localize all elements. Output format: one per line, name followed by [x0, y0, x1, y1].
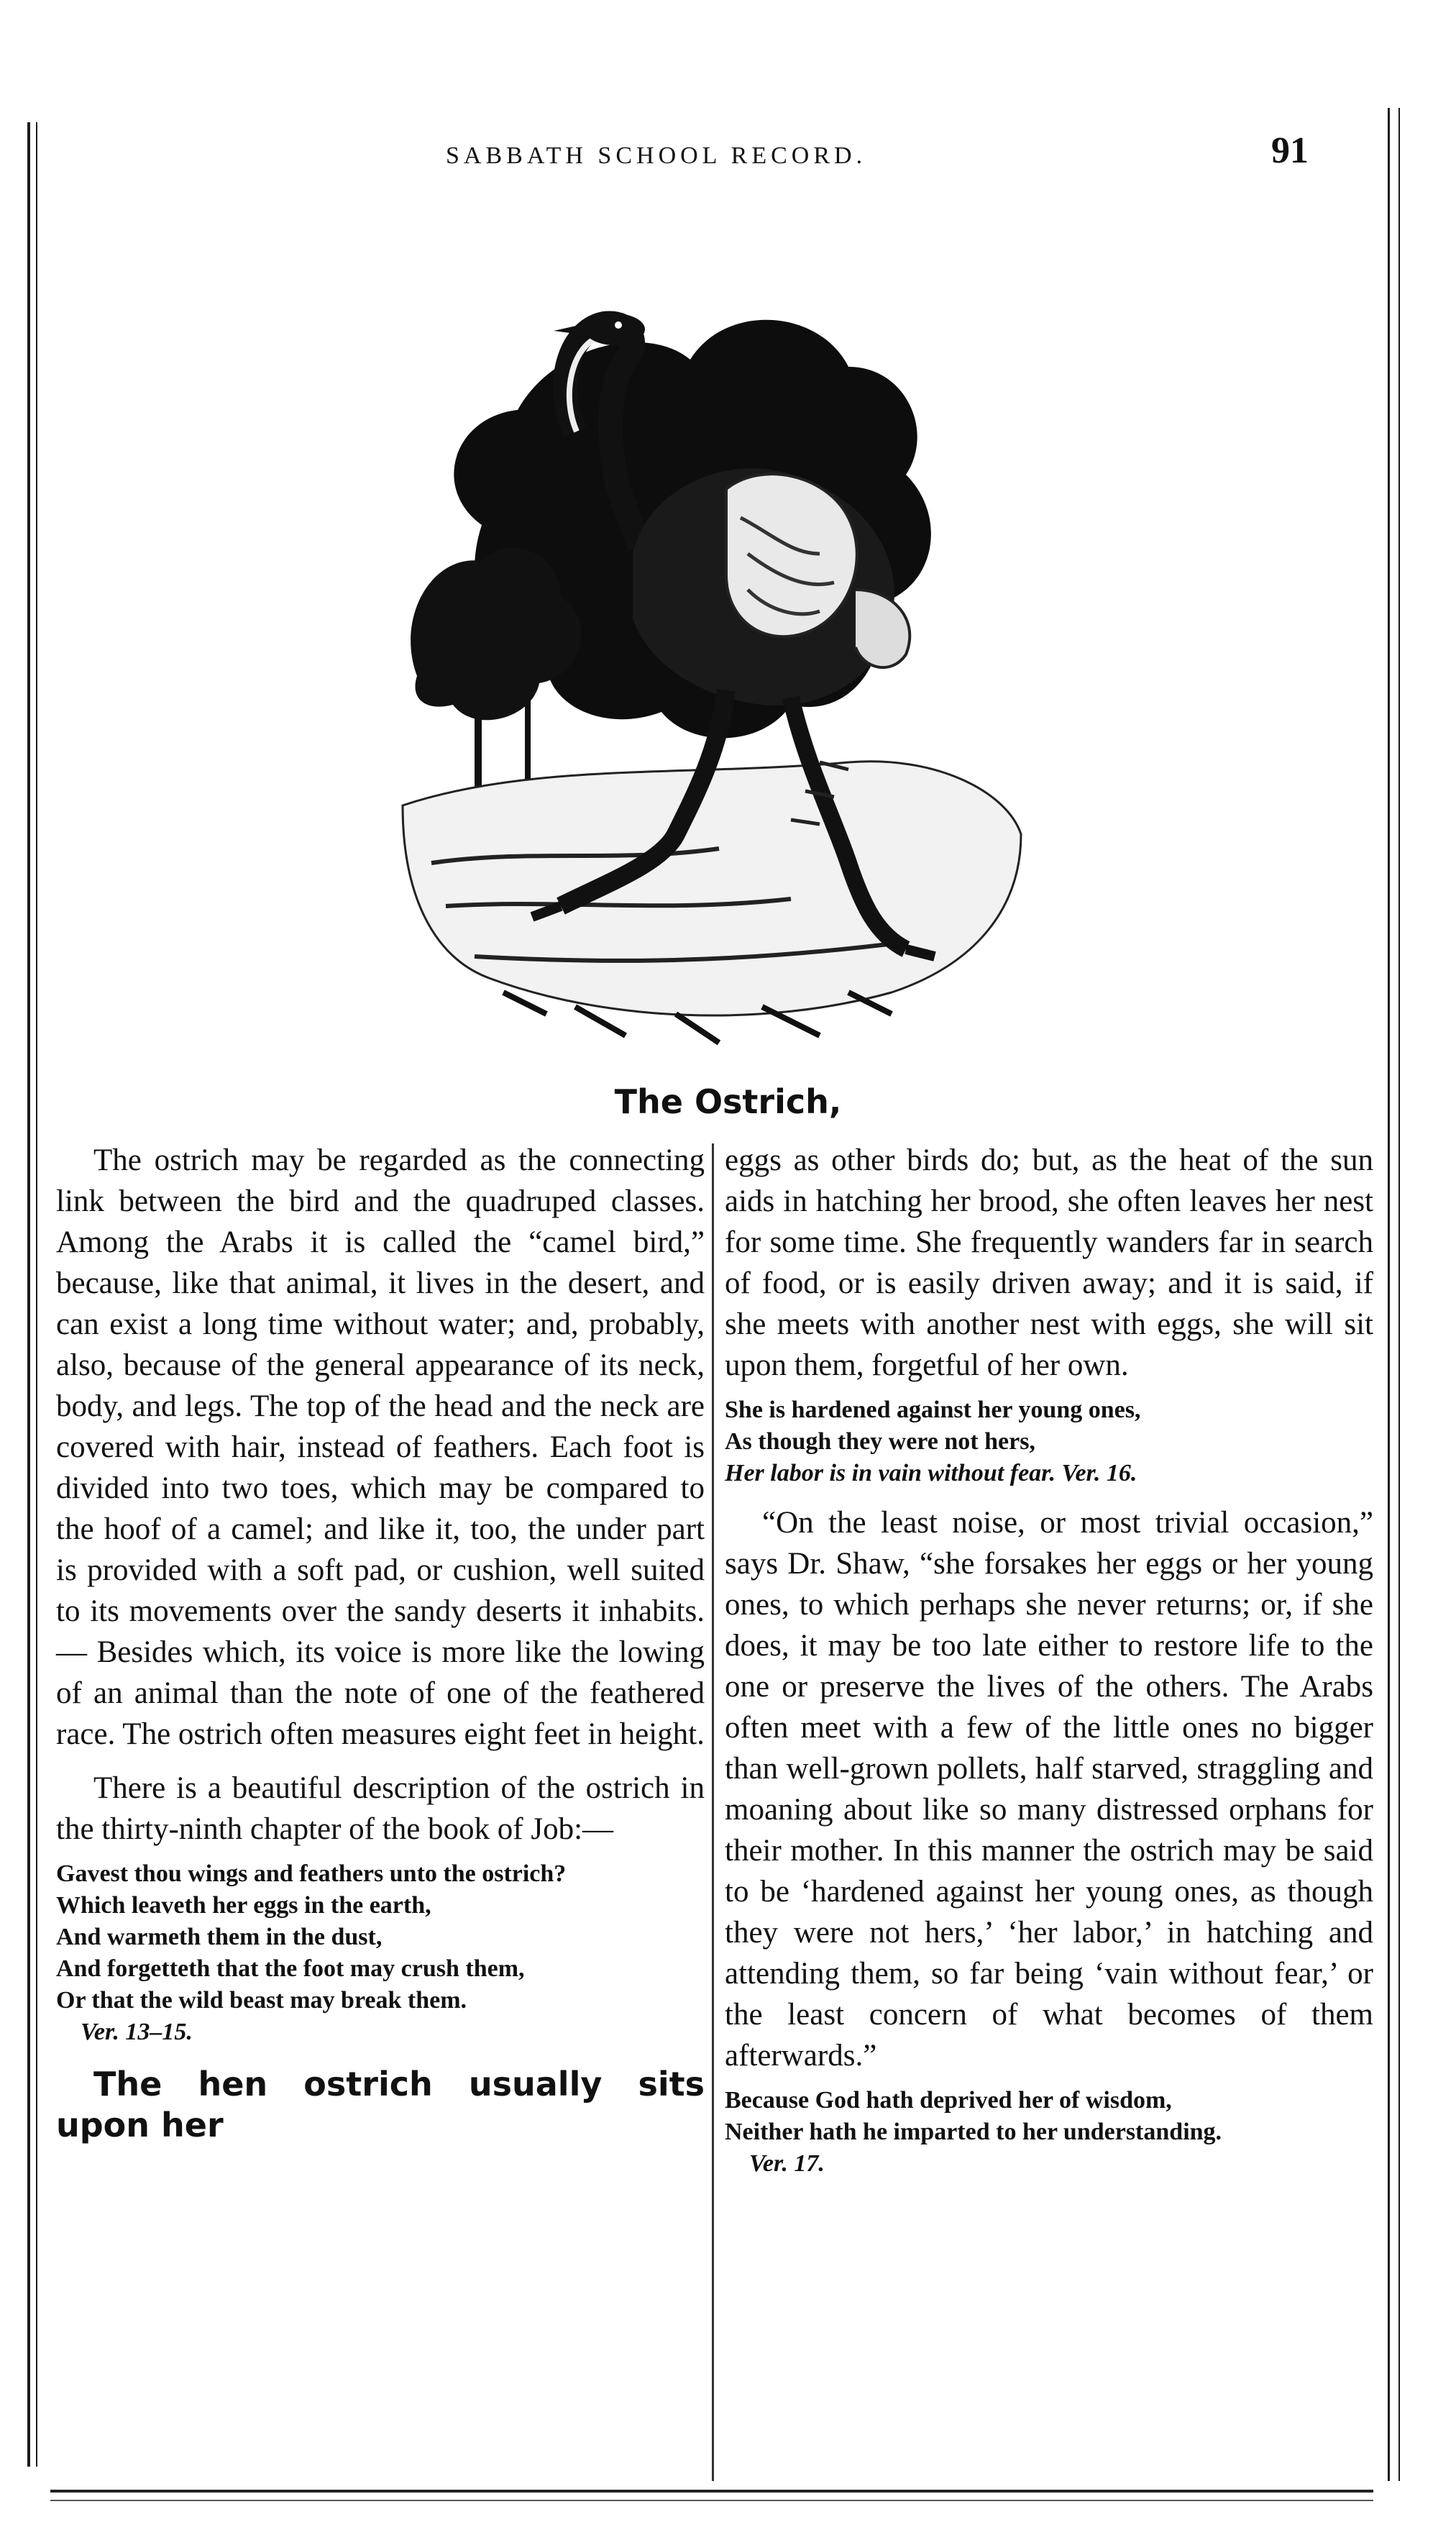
scripture-quote-job — [56, 1858, 705, 2048]
left-column — [56, 1140, 705, 2146]
bottom-rule-thin — [50, 2500, 1373, 2501]
right-paragraph-1: eggs as other birds do; but, as the heat of the sun aids in hatching her brood, she often leaves her nest for some time. She frequently wanders far in search of food, or is easily driven away; and it is said, if she meets with another nest with eggs, she will sit upon them, forgetful of her own. — [725, 1143, 1373, 1382]
verse-line: And forgetteth that the foot may crush them, — [56, 1955, 525, 1982]
verse-line-text: Her labor is in vain without fear. — [725, 1460, 1056, 1486]
page-number: 91 — [1271, 130, 1309, 171]
verse-reference: Ver. 17. — [749, 2150, 825, 2177]
verse-line — [725, 1458, 1373, 1489]
right-border-rule — [1388, 108, 1390, 2481]
verse-line: She is hardened against her young ones, — [725, 1397, 1141, 1423]
left-border-rule — [27, 122, 30, 2467]
bottom-rule — [50, 2490, 1373, 2493]
verse-reference: Ver. 16. — [1061, 1460, 1137, 1486]
left-paragraph-1: The ostrich may be regarded as the connecting link between the bird and the quadruped classes. Among the Arabs it is called the “camel bird,” because, like that animal, it lives in the desert, and can exist a long time without water; and, probably, also, because of the general appearance of its neck, body, and legs. The top of the head and the neck are covered with hair, instead of feathers. Each foot is divided into two toes, which may be compared to the hoof of a camel; and like it, too, the under part is provided with a soft pad, or cushion, well suited to its movements over the sandy deserts it inhabits.— Besides which, its voice is more like the lowing of an animal than the note of one of the feathered race. The ostrich often measures eight feet in height. — [56, 1143, 705, 1751]
verse-line: Which leaveth her eggs in the earth, — [56, 1892, 431, 1919]
verse-line: Neither hath he imparted to her understanding. — [725, 2119, 1222, 2145]
verse-line: As though they were not hers, — [725, 1428, 1035, 1455]
right-paragraph-2: “On the least noise, or most trivial occasion,” says Dr. Shaw, “she forsakes her eggs or her young ones, to which perhaps she never returns; or, if she does, it may be too late either to restore life to the one or preserve the lives of the others. The Arabs often meet with a few of the little ones no bigger than well-grown pollets, half starved, straggling and moaning about like so many distressed orphans for their mother. In this manner the ostrich may be said to be ‘hardened against her young ones, as though they were not hers,’ ‘her labor,’ in hatching and attending them, so far being ‘vain without fear,’ or the least concern of what becomes of them afterwards.” — [725, 1506, 1373, 2073]
figure-caption: The Ostrich, — [614, 1082, 842, 1121]
running-head: SABBATH SCHOOL RECORD. — [446, 142, 867, 169]
verse-line: Or that the wild beast may break them. — [56, 1987, 467, 2014]
verse-line: Gavest thou wings and feathers unto the ostrich? — [56, 1860, 567, 1887]
left-paragraph-2: There is a beautiful description of the ostrich in the thirty-ninth chapter of the book of Job:— — [56, 1771, 705, 1846]
scripture-quote-17 — [725, 2085, 1373, 2180]
right-column — [725, 1140, 1373, 2180]
page-header — [302, 129, 1309, 187]
left-border-rule-inner — [36, 122, 37, 2467]
right-border-rule-outer — [1398, 108, 1400, 2481]
verse-reference: Ver. 13–15. — [81, 2019, 193, 2045]
verse-line: Because God hath deprived her of wisdom, — [725, 2087, 1172, 2114]
scripture-quote-16 — [725, 1394, 1373, 1489]
verse-line: And warmeth them in the dust, — [56, 1924, 383, 1950]
left-paragraph-3: The hen ostrich usually sits upon her — [56, 2065, 705, 2144]
column-divider — [712, 1143, 714, 2481]
ostrich-illustration — [388, 216, 1035, 1079]
